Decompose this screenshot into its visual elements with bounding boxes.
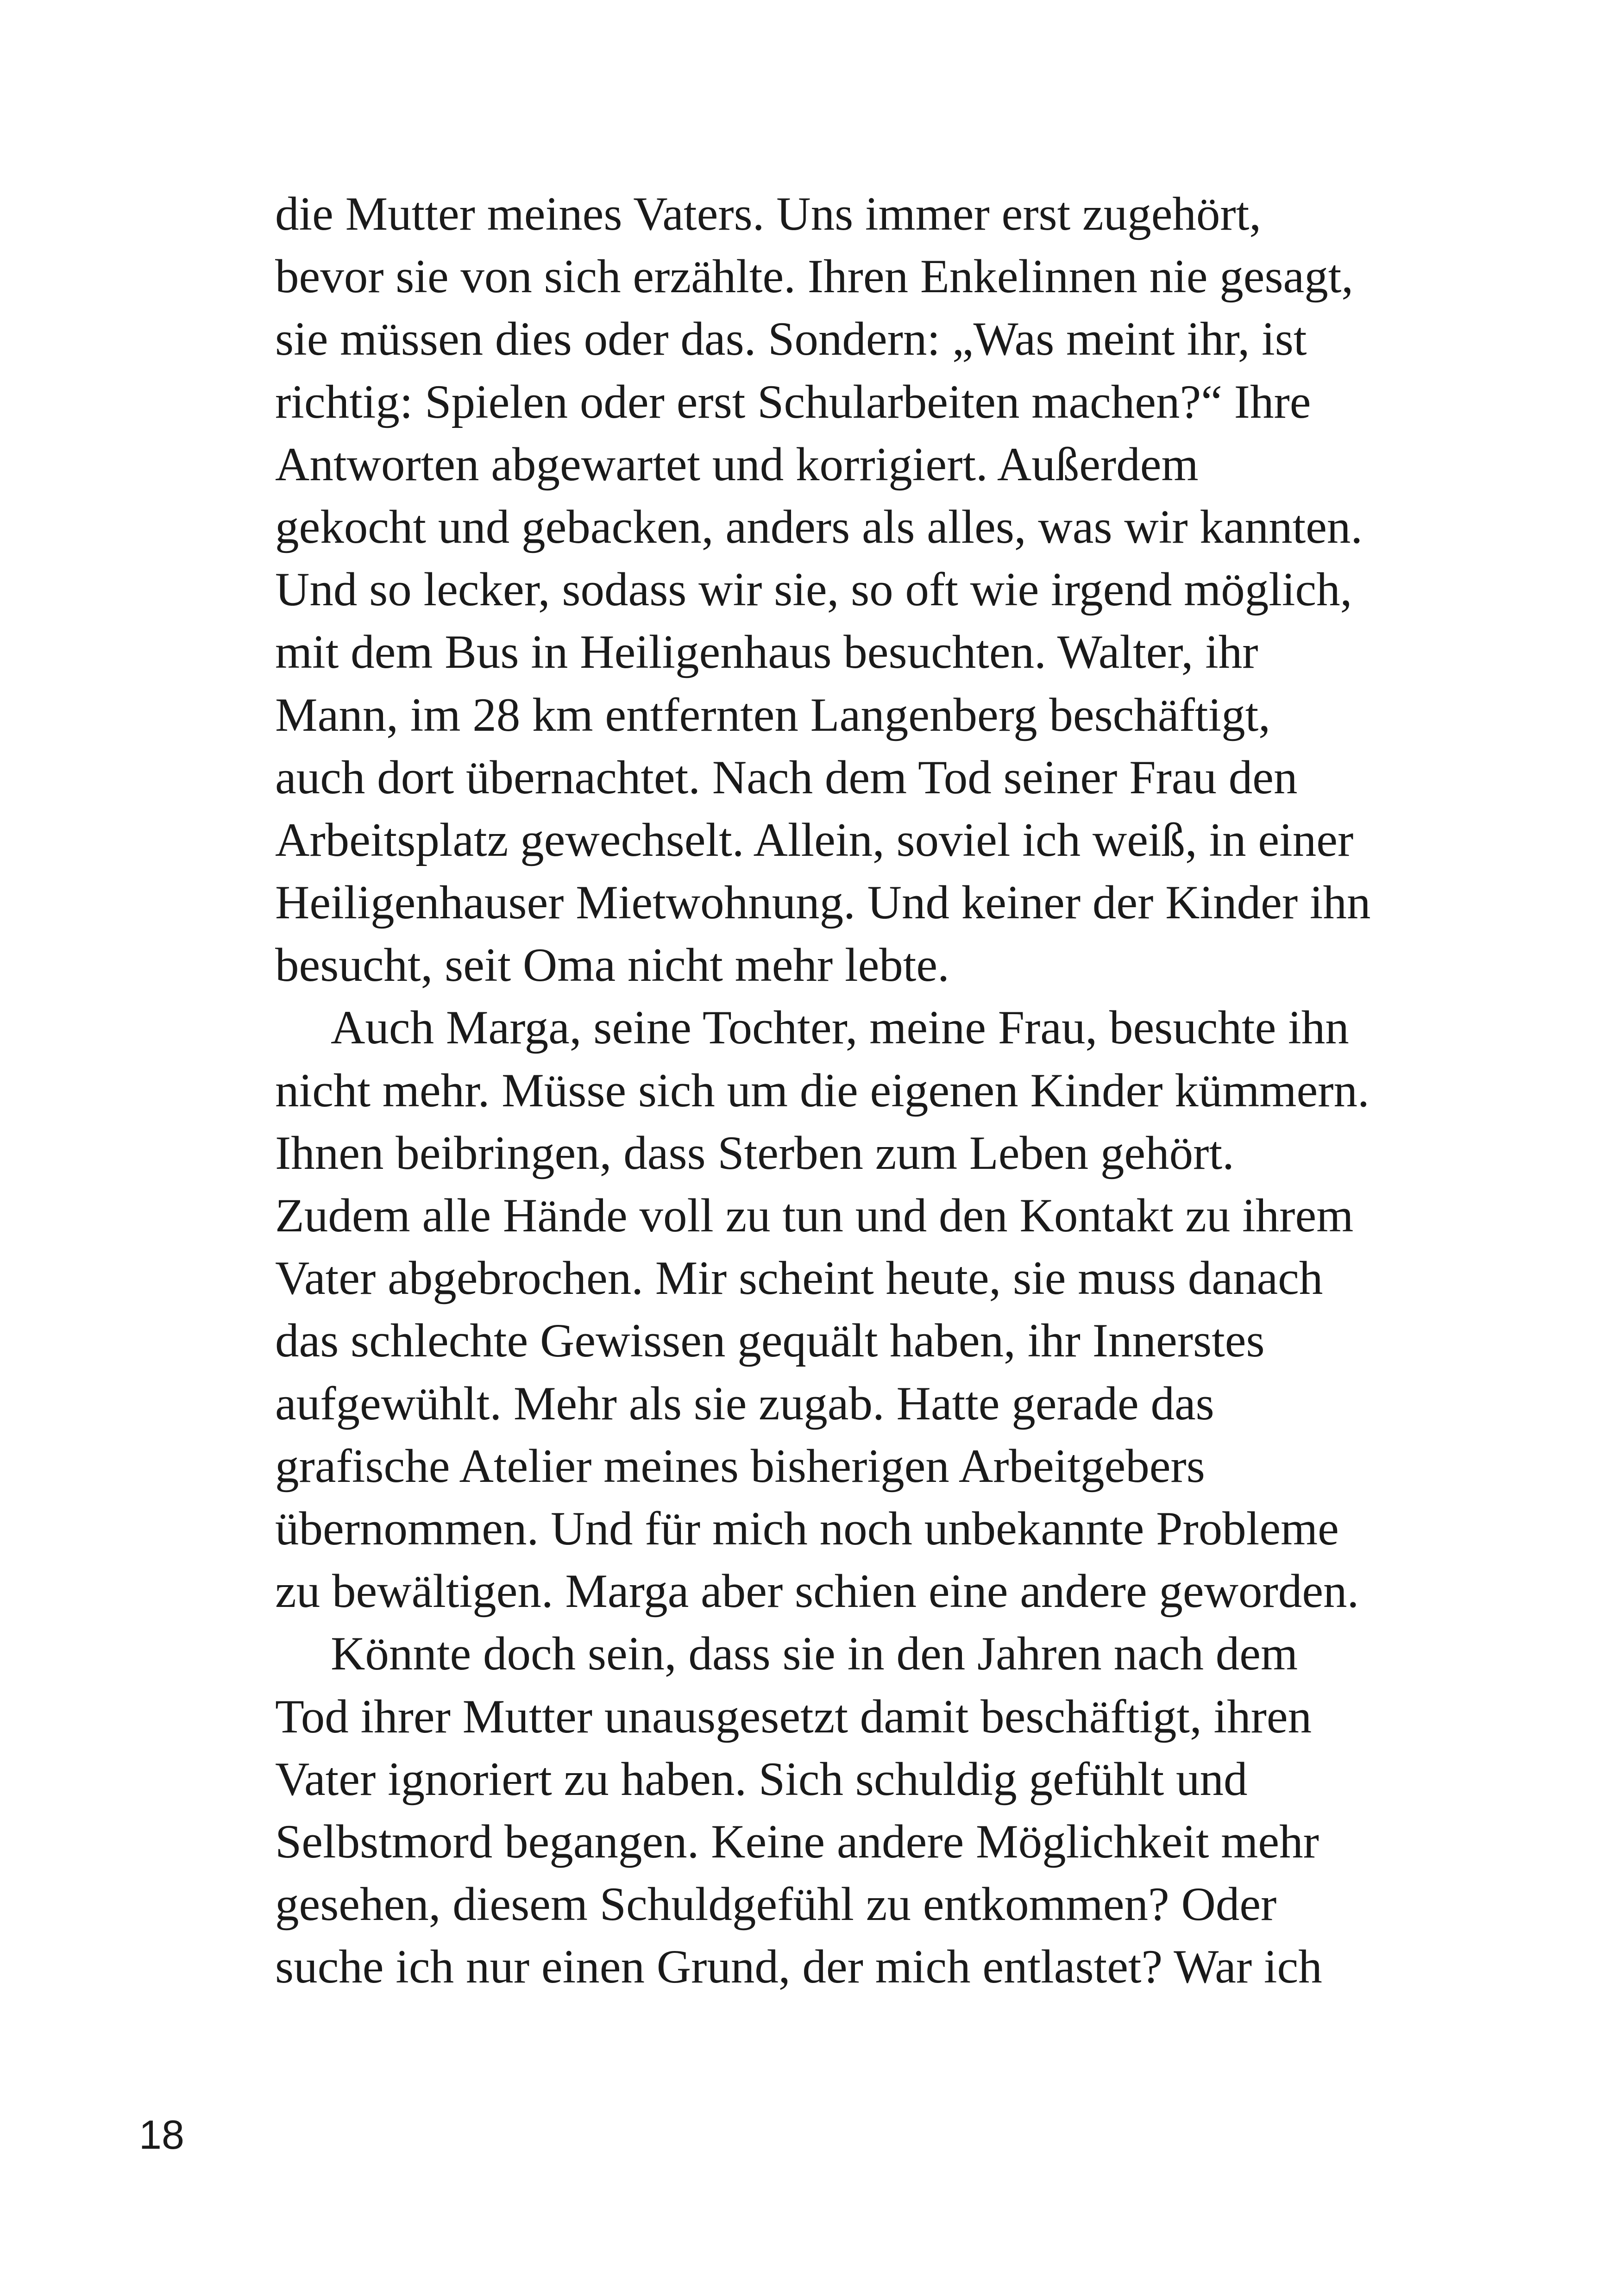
text-line: die Mutter meines Vaters. Uns immer erst zugehört, <box>275 188 1262 240</box>
page-number: 18 <box>139 2112 184 2158</box>
text-line: mit dem Bus in Heiligenhaus besuchten. Walter, ihr <box>275 626 1258 679</box>
text-line: gekocht und gebacken, anders als alles, was wir kannten. <box>275 500 1363 553</box>
text-line: besucht, seit Oma nicht mehr lebte. <box>275 939 949 992</box>
text-line: Mann, im 28 km entfernten Langenberg beschäftigt, <box>275 688 1271 741</box>
text-line: das schlechte Gewissen gequält haben, ihr Innerstes <box>275 1314 1265 1368</box>
text-line: bevor sie von sich erzählte. Ihren Enkelinnen nie gesagt, <box>275 250 1354 303</box>
text-line: nicht mehr. Müsse sich um die eigenen Kinder kümmern. <box>275 1064 1370 1117</box>
text-line: Zudem alle Hände voll zu tun und den Kontakt zu ihrem <box>275 1189 1354 1242</box>
text-line: Tod ihrer Mutter unausgesetzt damit beschäftigt, ihren <box>275 1690 1312 1743</box>
text-line: Vater abgebrochen. Mir scheint heute, sie muss danach <box>275 1252 1323 1305</box>
text-line: suche ich nur einen Grund, der mich entlastet? War ich <box>275 1940 1322 1994</box>
text-line: aufgewühlt. Mehr als sie zugab. Hatte gerade das <box>275 1377 1214 1430</box>
text-line: zu bewältigen. Marga aber schien eine andere geworden. <box>275 1565 1359 1618</box>
text-line: grafische Atelier meines bisherigen Arbeitgebers <box>275 1439 1205 1493</box>
text-line: übernommen. Und für mich noch unbekannte Probleme <box>275 1502 1339 1555</box>
text-line: auch dort übernachtet. Nach dem Tod seiner Frau den <box>275 751 1298 804</box>
text-line: Heiligenhauser Mietwohnung. Und keiner der Kinder ihn <box>275 876 1371 929</box>
text-line: Antworten abgewartet und korrigiert. Außerdem <box>275 438 1199 491</box>
text-line: sie müssen dies oder das. Sondern: „Was meint ihr, ist <box>275 313 1307 366</box>
text-line: gesehen, diesem Schuldgefühl zu entkommen? Oder <box>275 1878 1277 1931</box>
text-line: Und so lecker, sodass wir sie, so oft wie irgend möglich, <box>275 563 1352 616</box>
paragraph-first-line: Könnte doch sein, dass sie in den Jahren nach dem <box>331 1627 1298 1681</box>
text-line: Arbeitsplatz gewechselt. Allein, soviel ich weiß, in einer <box>275 813 1354 866</box>
text-line: Vater ignoriert zu haben. Sich schuldig gefühlt und <box>275 1752 1248 1806</box>
paragraph-first-line: Auch Marga, seine Tochter, meine Frau, besuchte ihn <box>331 1001 1349 1054</box>
body-text <box>275 183 1424 1998</box>
text-line: Ihnen beibringen, dass Sterben zum Leben gehört. <box>275 1126 1234 1179</box>
text-line: richtig: Spielen oder erst Schularbeiten machen?“ Ihre <box>275 375 1311 428</box>
text-line: Selbstmord begangen. Keine andere Möglichkeit mehr <box>275 1815 1319 1868</box>
